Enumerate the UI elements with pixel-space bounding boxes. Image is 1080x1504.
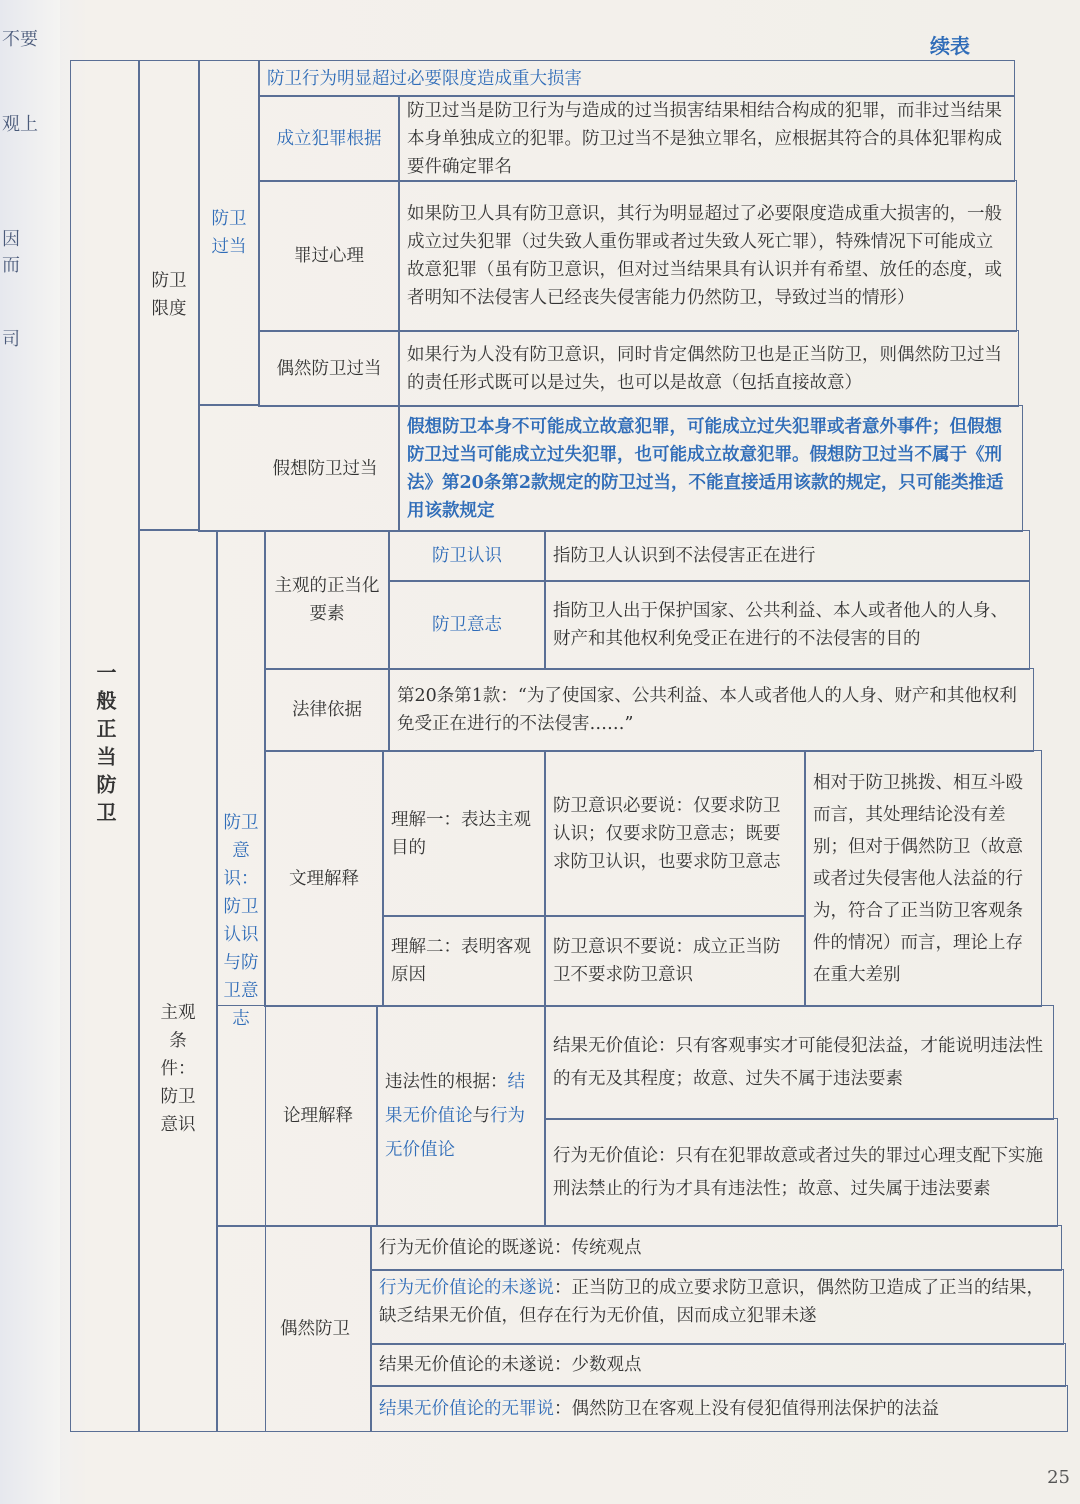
term-text: 指防卫人出于保护国家、公共利益、本人或者他人的人身、财产和其他权利免受正在进行的不法侵害的目的 [544,580,1030,670]
understanding-1: 理解一：表达主观目的 [382,750,546,917]
spine-text: 司 [2,329,20,350]
term-text: 指防卫人认识到不法侵害正在进行 [544,530,1030,582]
illegality-basis: 违法性的根据：结果无价值论与行为无价值论 [376,1005,546,1227]
accidental-row: 结果无价值论的无罪说 ：偶然防卫在客观上没有侵犯值得刑法保护的法益 [370,1385,1068,1432]
literal-label: 文理解释 [264,750,384,1007]
label-defense-awareness: 防卫意识：防卫认识与防卫意志 [216,530,266,1432]
spine-text: 不要 [2,29,38,50]
row-label: 偶然防卫过当 [258,330,400,407]
row-text: 如果行为人没有防卫意识，同时肯定偶然防卫也是正当防卫，则偶然防卫过当的责任形式既可以是过失，也可以是故意（包括直接故意） [398,330,1019,407]
row-label: 成立犯罪根据 [258,95,400,182]
accidental-row: 行为无价值论的既遂说：传统观点 [370,1225,1062,1271]
label-excessive-defense: 防卫过当 [198,60,260,405]
label-defense-limit: 防卫限度 [138,60,200,530]
result-disvalue-text: 结果无价值论：只有客观事实才可能侵犯法益，才能说明违法性的有无及其程度；故意、过失不属于违法要素 [544,1005,1054,1120]
accidental-row: 行为无价值论的未遂说：正当防卫的成立要求防卫意识，偶然防卫造成了正当的结果，缺乏结果无价值，但存在行为无价值，因而成立犯罪未遂 [370,1269,1064,1345]
act-disvalue-text: 行为无价值论：只有在犯罪故意或者过失的罪过心理支配下实施刑法禁止的行为才具有违法性；故意、过失属于违法要素 [544,1118,1058,1227]
justification-label: 主观的正当化要素 [264,530,390,670]
previous-page-edge [0,0,60,1504]
row-text: 如果防卫人具有防卫意识，其行为明显超过了必要限度造成重大损害的，一般成立过失犯罪（过失致人重伤罪或者过失致人死亡罪），特殊情况下可能成立故意犯罪（虽有防卫意识，但对过当结果具有认识并有希望、放任的态度，或者明知不法侵害人已经丧失侵害能力仍然防卫，导致过当的情形） [398,180,1017,332]
logical-label: 论理解释 [216,1005,378,1227]
spine-text: 因而 [2,229,20,276]
row-text: 假想防卫本身不可能成立故意犯罪，可能成立过失犯罪或者意外事件；但假想防卫过当可能成立过失犯罪，也可能成立故意犯罪。假想防卫过当不属于《刑法》第20条第2款规定的防卫过当，不能直接适用该款的规定，只可能类推适用该款规定 [398,405,1023,532]
legal-basis-text: 第20条第1款：“为了使国家、公共利益、本人或者他人的人身、财产和其他权利免受正在进行的不法侵害……” [388,668,1034,752]
page-number: 25 [1047,1467,1070,1488]
understanding-2: 理解二：表明客观原因 [382,915,546,1007]
row-label: 罪过心理 [258,180,400,332]
category-general-self-defense: 一般正当防卫 [70,60,140,1432]
label-subjective-condition: 主观条件：防卫意识 [138,530,218,1432]
literal-note: 相对于防卫挑拨、相互斗殴而言，其处理结论没有差别；但对于偶然防卫（故意或者过失侵害他人法益的行为，符合了正当防卫客观条件的情况）而言，理论上存在重大差别 [804,750,1042,1007]
term: 防卫意志 [388,580,546,670]
accidental-row: 结果无价值论的未遂说：少数观点 [370,1343,1066,1387]
understanding-1-text: 防卫意识必要说：仅要求防卫认识；仅要求防卫意志；既要求防卫认识，也要求防卫意志 [544,750,806,917]
accidental-defense-label: 偶然防卫 [216,1225,372,1432]
legal-basis-label: 法律依据 [264,668,390,752]
term: 防卫认识 [388,530,546,582]
spine-text: 观上 [2,114,38,135]
understanding-2-text: 防卫意识不要说：成立正当防卫不要求防卫意识 [544,915,806,1007]
row-text: 防卫过当是防卫行为与造成的过当损害结果相结合构成的犯罪，而非过当结果本身单独成立的犯罪。防卫过当不是独立罪名，应根据其符合的具体犯罪构成要件确定罪名 [398,95,1015,182]
continued-label: 续表 [930,34,970,58]
excess-definition: 防卫行为明显超过必要限度造成重大损害 [258,60,1015,97]
row-label: 假想防卫过当 [198,405,400,532]
